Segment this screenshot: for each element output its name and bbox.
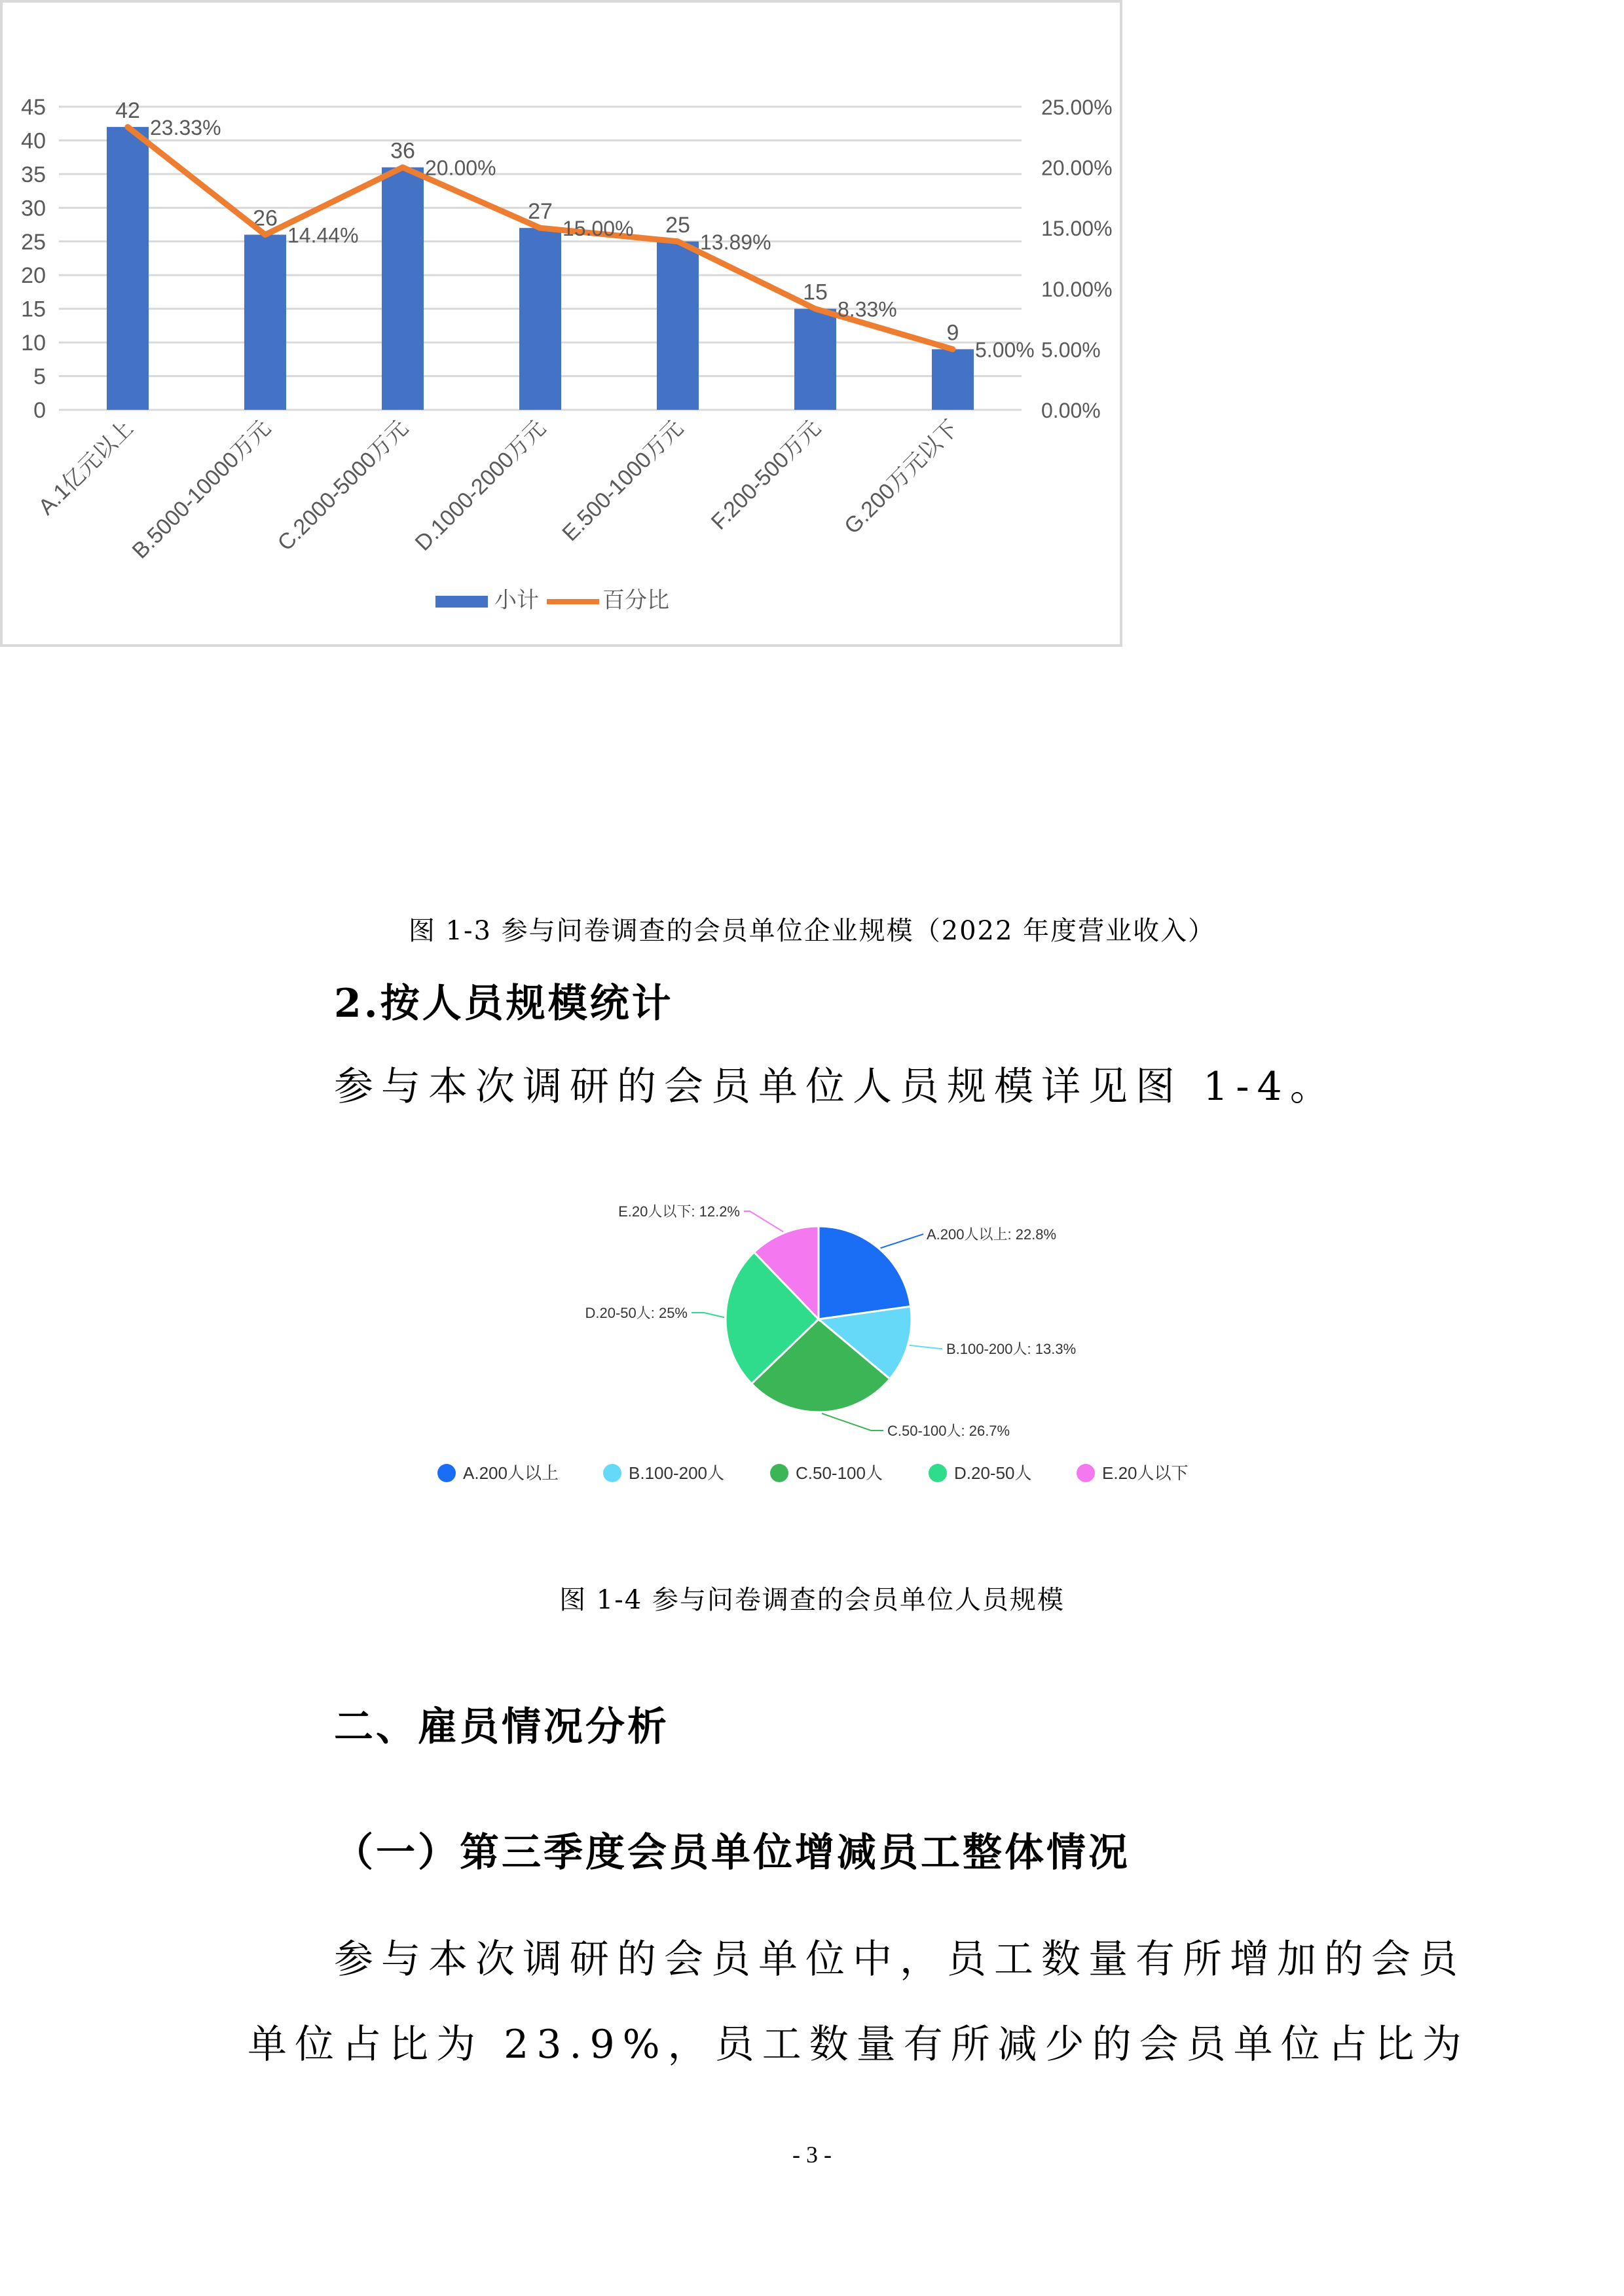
bar-value-label: 9 [946, 320, 959, 346]
y-tick-label: 15 [21, 297, 46, 322]
pie-leader-line [881, 1234, 923, 1248]
pie-leader-line [822, 1413, 883, 1430]
section-heading-staff-scale: 2.按人员规模统计 [334, 981, 674, 1027]
bar [657, 242, 699, 410]
pie-slice-label: C.50-100人: 26.7% [887, 1423, 1010, 1439]
x-tick-label: E.500-1000万元 [557, 415, 688, 547]
y2-tick-label: 0.00% [1041, 399, 1101, 422]
line-value-label: 23.33% [150, 115, 221, 139]
y-tick-label: 5 [33, 364, 46, 390]
bar-value-label: 26 [253, 206, 278, 231]
pie-slice [752, 1319, 890, 1412]
y-tick-label: 35 [21, 162, 46, 187]
section-heading-employee-analysis: 二、雇员情况分析 [334, 1704, 669, 1750]
y-tick-label: 40 [21, 128, 46, 154]
y-tick-label: 45 [21, 95, 46, 120]
pie-leader-line [744, 1211, 783, 1231]
pie-slice-label: A.200人以上: 22.8% [927, 1226, 1057, 1243]
figure-caption-1-4: 图 1-4 参与问卷调查的会员单位人员规模 [559, 1585, 1065, 1615]
x-tick-label: A.1亿元以上 [33, 415, 138, 520]
line-value-label: 13.89% [700, 230, 771, 254]
bar [107, 127, 149, 410]
bar-value-label: 15 [803, 280, 828, 305]
pie-legend-swatch [929, 1464, 947, 1482]
pie-legend-swatch [603, 1464, 621, 1482]
bar-value-label: 42 [115, 98, 140, 123]
paragraph-intro: 参与本次调研的会员单位人员规模详见图 1-4。 [334, 1064, 1337, 1110]
pie-slice-label: E.20人以下: 12.2% [618, 1203, 740, 1220]
y2-tick-label: 5.00% [1041, 338, 1101, 362]
y2-tick-label: 20.00% [1041, 156, 1113, 180]
pie-leader-line [909, 1345, 942, 1349]
pie-slice-label: B.100-200人: 13.3% [946, 1341, 1077, 1357]
page-number: - 3 - [792, 2141, 832, 2168]
line-value-label: 5.00% [975, 338, 1035, 362]
x-tick-label: G.200万元以下 [840, 415, 963, 539]
bar [519, 228, 561, 410]
legend-label-line: 百分比 [602, 588, 669, 613]
pie-legend-label: B.100-200人 [629, 1463, 724, 1483]
y2-tick-label: 10.00% [1041, 277, 1113, 301]
y-tick-label: 20 [21, 263, 46, 289]
revenue-chart-frame [0, 0, 1122, 647]
pie-slice [754, 1226, 819, 1319]
pie-legend-label: D.20-50人 [954, 1463, 1032, 1483]
x-tick-label: F.200-500万元 [706, 415, 826, 535]
x-tick-label: C.2000-5000万元 [272, 415, 413, 556]
line-value-label: 14.44% [287, 223, 359, 247]
pie-leader-line [692, 1313, 724, 1317]
y-tick-label: 30 [21, 196, 46, 221]
bar [794, 309, 836, 410]
bar [244, 234, 286, 410]
paragraph-line-2: 单位占比为 23.9%，员工数量有所减少的会员单位占比为 [248, 2022, 1469, 2068]
legend-label-bar: 小计 [494, 588, 539, 613]
bar [382, 168, 424, 410]
pie-legend-swatch [770, 1464, 788, 1482]
y-tick-label: 10 [21, 331, 46, 356]
x-tick-label: B.5000-10000万元 [127, 415, 276, 564]
y-tick-label: 25 [21, 229, 46, 255]
line-value-label: 8.33% [838, 297, 897, 321]
y2-tick-label: 25.00% [1041, 96, 1113, 119]
x-tick-label: D.1000-2000万元 [410, 415, 551, 556]
pie-legend-swatch [437, 1464, 456, 1482]
pie-legend-label: C.50-100人 [796, 1463, 883, 1483]
pie-slice-label: D.20-50人: 25% [585, 1305, 688, 1321]
figure-caption-1-3: 图 1-3 参与问卷调查的会员单位企业规模（2022 年度营业收入） [408, 916, 1216, 946]
line-value-label: 20.00% [425, 156, 496, 180]
bar-value-label: 36 [390, 138, 415, 164]
pie-legend-swatch [1077, 1464, 1095, 1482]
pie-legend-label: E.20人以下 [1102, 1463, 1189, 1483]
pie-slice [819, 1306, 912, 1379]
y2-tick-label: 15.00% [1041, 217, 1113, 241]
bar [932, 349, 974, 410]
revenue-chart [0, 0, 1117, 642]
pie-legend-label: A.200人以上 [463, 1463, 559, 1483]
bar-value-label: 25 [665, 212, 690, 238]
legend-swatch-bar [435, 596, 488, 608]
subsection-heading-q3: （一）第三季度会员单位增减员工整体情况 [334, 1830, 1130, 1876]
paragraph-line-1: 参与本次调研的会员单位中，员工数量有所增加的会员 [334, 1937, 1466, 1982]
pie-slice [819, 1226, 911, 1319]
bar-value-label: 27 [528, 199, 553, 225]
line-value-label: 15.00% [563, 217, 634, 241]
pie-slice [726, 1252, 819, 1384]
y-tick-label: 0 [33, 398, 46, 423]
